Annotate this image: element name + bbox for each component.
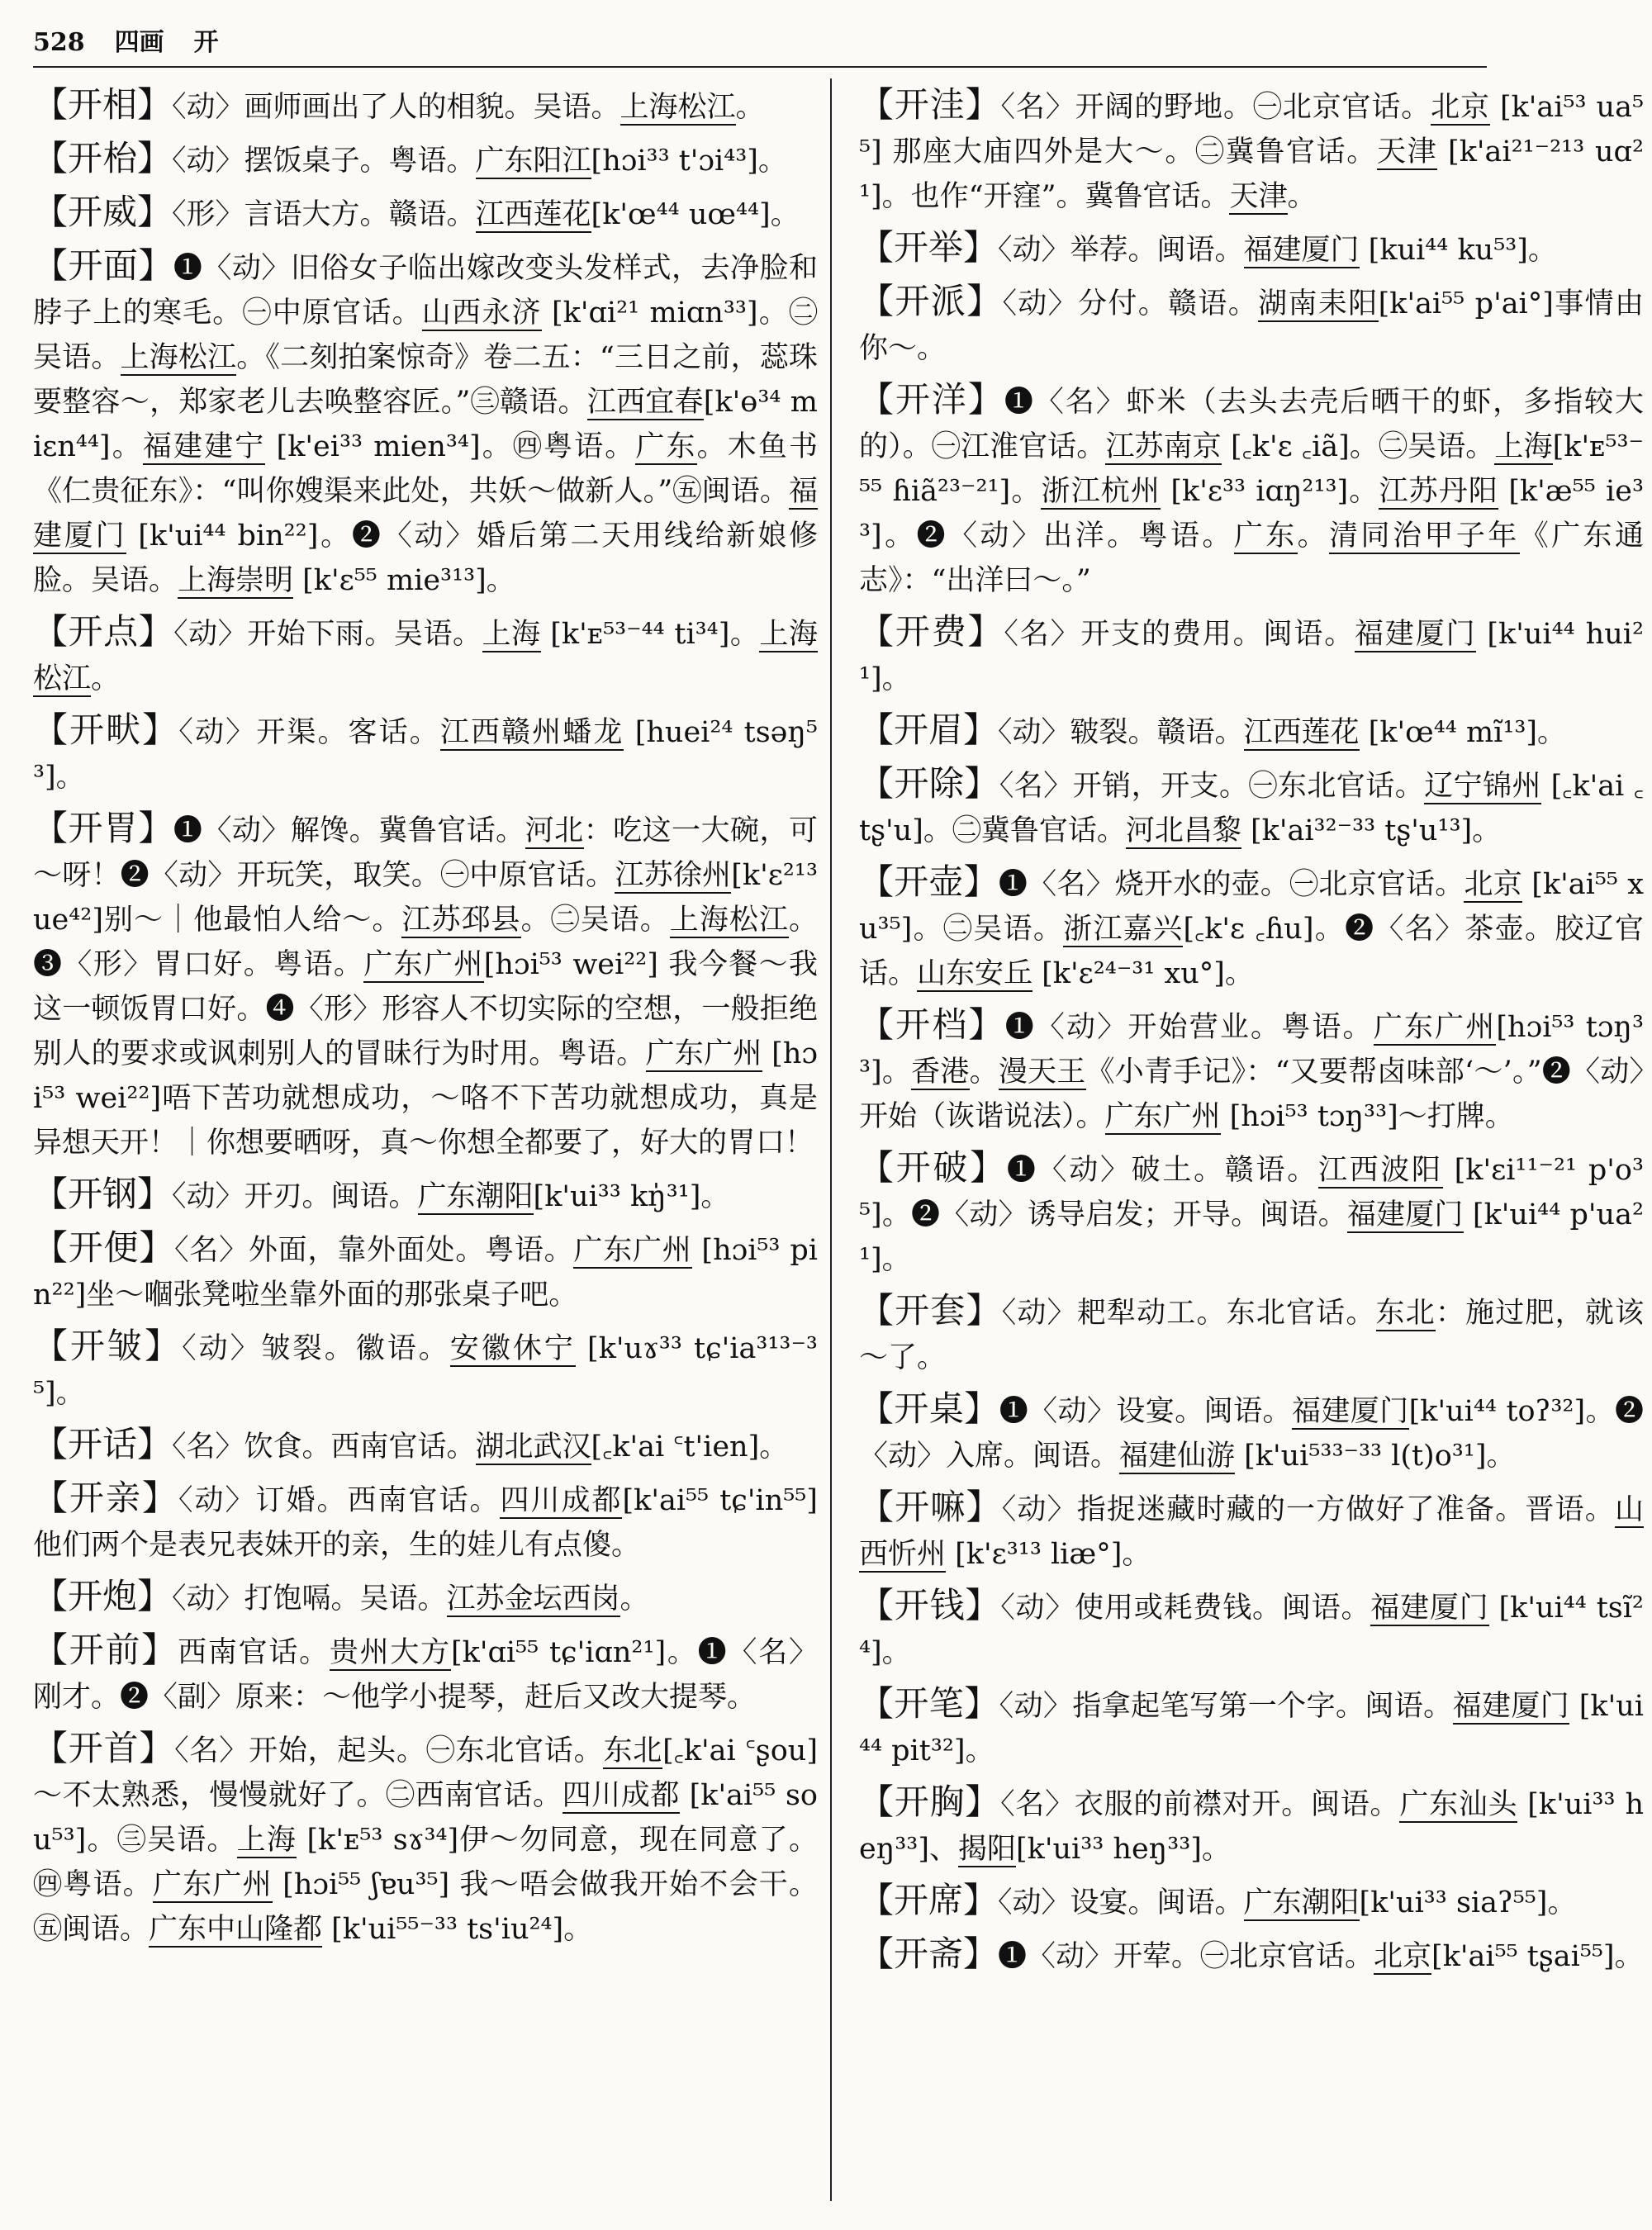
headword: 【开话】 <box>33 1424 173 1464</box>
headword: 【开除】 <box>859 763 999 804</box>
definition-text: 〈动〉画师画出了人的相貌。吴语。 <box>172 91 620 124</box>
definition-text: [꜀k'ɛ ꜀iã]。㊁吴语。 <box>1221 430 1495 463</box>
definition-text: 〈动〉皲裂。赣语。 <box>998 716 1244 749</box>
place-name: 香港 <box>911 1056 970 1089</box>
definition-text: 〈名〉开始，起头。㊀东北官话。 <box>174 1734 604 1767</box>
definition-text: [k'ɛi¹¹⁻²¹ p'o³⁵]。❷〈动〉诱导启发；开导。闽语。 <box>859 1154 1644 1231</box>
definition-text: [k'ui³³ heŋ³³]、 <box>859 1788 1644 1866</box>
place-name: 广东广州 <box>645 1037 762 1070</box>
definition-text: [k'ai⁵³ ua⁵⁵] 那座大庙四外是大～。㊁冀鲁官话。 <box>859 91 1644 168</box>
definition-text: [k'ui³³ kŋ̍³¹]。 <box>533 1180 730 1213</box>
left-column <box>33 83 818 2197</box>
place-name: 江西莲花 <box>475 198 591 231</box>
definition-text: 〈名〉开支的费用。闽语。 <box>1004 618 1355 651</box>
place-name: 广东中山隆都 <box>149 1913 323 1946</box>
definition-text: ❶〈动〉开荤。㊀北京官话。 <box>998 1940 1374 1973</box>
headword: 【开皱】 <box>33 1326 183 1366</box>
place-name: 天津 <box>1376 135 1438 168</box>
headword: 【开席】 <box>859 1880 999 1920</box>
place-name: 湖北武汉 <box>475 1431 591 1464</box>
definition-text: 〈动〉设宴。闽语。 <box>998 1886 1244 1919</box>
definition-text: [k'ui⁴⁴ tsĩ²⁴]。 <box>859 1592 1644 1669</box>
definition-text: 。 <box>91 662 121 695</box>
headword: 【开举】 <box>859 227 999 268</box>
headword: 【开眉】 <box>859 709 999 750</box>
place-name: 上海 <box>236 1824 297 1857</box>
dictionary-entry <box>33 244 818 603</box>
page-number: 528 <box>33 28 85 57</box>
definition-text: 。木鱼书《仁贵征东》：“叫你嫂渠来此处，共妖～做新人。”㊄闽语。 <box>33 430 818 508</box>
header-rule <box>33 66 1487 68</box>
place-name: 广东 <box>1233 520 1298 553</box>
place-name: 北京 <box>1431 91 1490 124</box>
dictionary-entry <box>859 1387 1644 1478</box>
headword: 【开胃】 <box>33 808 173 848</box>
place-name: 广东广州 <box>1104 1100 1221 1133</box>
definition-text: [k'ɵ³⁴ miɛn⁴⁴]。 <box>33 386 818 463</box>
definition-text: [k'ai²¹⁻²¹³ uɑ²¹]。也作“开窪”。冀鲁官话。 <box>859 135 1644 213</box>
place-name: 漫天王 <box>998 1056 1086 1089</box>
dictionary-entry <box>859 762 1644 853</box>
place-name: 福建厦门 <box>1370 1592 1489 1625</box>
headword: 【开威】 <box>33 192 173 232</box>
headword: 【开枱】 <box>33 138 173 178</box>
definition-text: 。㊁吴语。 <box>520 904 670 937</box>
definition-text: ❶〈动〉设宴。闽语。 <box>999 1395 1292 1428</box>
definition-text: 西南官话。 <box>178 1636 330 1669</box>
dictionary-entry <box>859 83 1644 219</box>
dictionary-entry <box>859 1583 1644 1675</box>
headword: 【开首】 <box>33 1728 175 1768</box>
definition-text: [k'ɑi⁵⁵ tɕ'iɑn²¹]。❶〈名〉刚才。❷〈副〉原来：～他学小提琴，赶后又改大提琴。 <box>33 1636 818 1714</box>
definition-text: ❶〈动〉解馋。冀鲁官话。 <box>173 814 525 847</box>
place-name: 湖南耒阳 <box>1258 287 1379 320</box>
headword: 【开嘛】 <box>859 1487 1002 1527</box>
place-name: 江苏南京 <box>1105 430 1222 463</box>
definition-text: [k'ɛ⁵⁵ mie³¹³]。 <box>293 564 515 597</box>
headword: 【开畎】 <box>33 709 179 750</box>
definition-text: 〈动〉打饱嗝。吴语。 <box>172 1582 447 1616</box>
dictionary-entry <box>859 610 1644 701</box>
definition-text: [k'æ⁵⁵ ie³³]。❷〈动〉出洋。粤语。 <box>859 475 1644 553</box>
place-name: 江西赣州蟠龙 <box>439 716 624 749</box>
definition-text: 〈动〉订婚。西南官话。 <box>178 1484 501 1517</box>
definition-text: ❶〈名〉烧开水的壶。㊀北京官话。 <box>998 868 1464 901</box>
place-name: 上海松江 <box>33 618 818 695</box>
headword: 【开面】 <box>33 245 173 286</box>
definition-text: 。 <box>620 1582 649 1616</box>
definition-text: ❶〈名〉虾米（去头去壳后晒干的虾，多指较大的）。㊀江淮官话。 <box>859 386 1644 463</box>
place-name: 东北 <box>603 1734 663 1767</box>
definition-text: 〈动〉开始下雨。吴语。 <box>173 618 482 651</box>
place-name: 浙江嘉兴 <box>1063 913 1184 946</box>
dictionary-entry <box>859 1146 1644 1282</box>
definition-text: [k'ɛ²⁴⁻³¹ xu°]。 <box>1032 957 1254 990</box>
headword: 【开派】 <box>859 281 1003 321</box>
definition-text: [hɔi⁵³ tɔŋ³³]。 <box>859 1011 1644 1089</box>
place-name: 广东潮阳 <box>1243 1886 1360 1919</box>
place-name: 福建厦门 <box>33 475 818 553</box>
definition-text: [꜀k'ai ꜂ʂou] ～不太熟悉，慢慢就好了。㊁西南官话。 <box>33 1734 818 1812</box>
dictionary-entry <box>33 1476 818 1568</box>
definition-text: 〈名〉开阔的野地。㊀北京官话。 <box>1000 91 1431 124</box>
dictionary-entry <box>859 860 1644 996</box>
definition-text: 〈名〉开销，开支。㊀东北官话。 <box>999 770 1425 803</box>
definition-text: 《小青手记》：“又要帮卤味部‘～’。”❷〈动〉开始（诙谐说法）。 <box>859 1056 1644 1133</box>
place-name: 上海松江 <box>669 904 789 937</box>
dictionary-entry <box>33 1172 818 1219</box>
dictionary-entry <box>859 1682 1644 1773</box>
headword: 【开相】 <box>33 84 173 125</box>
place-name: 北京 <box>1374 1940 1432 1973</box>
definition-text: [k'ui³³ siaʔ⁵⁵]。 <box>1359 1886 1577 1919</box>
dictionary-entry <box>33 610 818 701</box>
definition-text: [k'uɤ³³ tɕ'ia³¹³⁻³⁵]。 <box>33 1332 818 1410</box>
headword: 【开费】 <box>859 611 1004 652</box>
definition-text: [k'œ⁴⁴ uœ⁴⁴]。 <box>591 198 800 231</box>
definition-text: [k'ui⁴⁴ pit³²]。 <box>859 1690 1644 1767</box>
place-name: 四川成都 <box>500 1484 623 1517</box>
definition-text: [k'ui⁵³³⁻³³ l(t)o³¹]。 <box>1235 1440 1516 1473</box>
headword: 【开亲】 <box>33 1478 178 1518</box>
definition-text: 〈动〉指捉迷藏时藏的一方做好了准备。晋语。 <box>1001 1493 1615 1526</box>
place-name: 广东广州 <box>1373 1011 1497 1044</box>
dictionary-entry <box>33 136 818 183</box>
place-name: 江苏丹阳 <box>1379 475 1499 508</box>
definition-text: 。 <box>1297 520 1330 553</box>
dictionary-entry <box>33 806 818 1165</box>
definition-text: [k'ai³²⁻³³ tʂ'u¹³]。 <box>1241 814 1502 847</box>
stroke-section: 四画 <box>114 28 164 57</box>
place-name: 上海 <box>1494 430 1553 463</box>
place-name: 福建仙游 <box>1119 1440 1236 1473</box>
dictionary-entry <box>33 1628 818 1720</box>
definition-text: 〈动〉分付。赣语。 <box>1002 287 1259 320</box>
place-name: 山西永济 <box>421 297 542 330</box>
definition-text: [k'ui⁴⁴ bin²²]。❷〈动〉婚后第二天用线给新娘修脸。吴语。 <box>33 520 818 597</box>
definition-text: 〈动〉举荐。闽语。 <box>998 234 1244 267</box>
header-character: 开 <box>193 28 219 57</box>
definition-text: [hɔi⁵³ tɔŋ³³]～打牌。 <box>1220 1100 1514 1133</box>
headword: 【开桌】 <box>859 1388 999 1429</box>
place-name: 江苏金坛西岗 <box>446 1582 620 1616</box>
place-name: 上海 <box>482 618 541 651</box>
definition-text: [hɔi³³ t'ɔi⁴³]。 <box>591 145 787 178</box>
headword: 【开套】 <box>859 1290 1002 1331</box>
definition-text: [꜀k'ai ꜂t'ien]。 <box>591 1431 789 1464</box>
headword: 【开便】 <box>33 1227 175 1268</box>
dictionary-entry <box>859 1288 1644 1380</box>
page-header <box>33 21 1495 63</box>
dictionary-entry <box>859 1003 1644 1139</box>
place-name: 上海松江 <box>120 341 237 374</box>
place-name: 北京 <box>1464 868 1522 901</box>
dictionary-entry <box>859 225 1644 273</box>
place-name: 贵州大方 <box>329 1636 451 1669</box>
definition-text: [k'ai⁵⁵ sou⁵³]。㊂吴语。 <box>33 1779 818 1857</box>
place-name: 山东安丘 <box>917 957 1033 990</box>
dictionary-entry <box>33 708 818 799</box>
place-name: 广东汕头 <box>1399 1788 1518 1821</box>
place-name: 福建厦门 <box>1291 1395 1409 1428</box>
place-name: 江苏徐州 <box>615 859 732 892</box>
definition-text: [k'ɛ³³ iɑŋ²¹³]。 <box>1161 475 1379 508</box>
definition-text: [k'ᴇ⁵³⁻⁴⁴ ti³⁴]。 <box>540 618 760 651</box>
definition-text: [꜀k'ɛ ꜀ɦu]。❷〈名〉茶壶。胶辽官话。 <box>859 913 1644 990</box>
place-name: 广东广州 <box>152 1868 273 1901</box>
place-name: 广东阳江 <box>475 145 591 178</box>
definition-text: 〈名〉饮食。西南官话。 <box>172 1431 476 1464</box>
place-name: 揭阳 <box>957 1833 1016 1866</box>
definition-text: 〈动〉皱裂。徽语。 <box>182 1332 450 1365</box>
dictionary-entry <box>33 1726 818 1952</box>
definition-text: [k'œ⁴⁴ mĩ¹³]。 <box>1359 716 1567 749</box>
place-name: 江苏邳县 <box>401 904 521 937</box>
definition-text: [k'ui⁴⁴ p'ua²¹]。 <box>859 1198 1644 1276</box>
dictionary-entry <box>859 377 1644 603</box>
dictionary-entry <box>859 1878 1644 1925</box>
place-name: 河北昌黎 <box>1125 814 1241 847</box>
headword: 【开笔】 <box>859 1683 999 1724</box>
definition-text: 。 <box>969 1056 999 1089</box>
headword: 【开斋】 <box>859 1933 999 1974</box>
definition-text: [k'ei³³ mien³⁴]。㊃粤语。 <box>265 430 636 463</box>
dictionary-entry <box>33 1574 818 1621</box>
place-name: 四川成都 <box>562 1779 680 1812</box>
definition-text: ❶〈动〉开始营业。粤语。 <box>1004 1011 1374 1044</box>
dictionary-entry <box>33 190 818 237</box>
place-name: 东北 <box>1375 1297 1436 1330</box>
dictionary-entry <box>859 279 1644 371</box>
place-name: 广东广州 <box>363 948 484 981</box>
definition-text: [k'ui⁵⁵⁻³³ ts'iu²⁴]。 <box>322 1913 593 1946</box>
definition-text: [hɔi⁵³ wei²²]唔下苦功就想成功，～咯不下苦功就想成功，真是异想天开！｜你想要晒呀，真～你想全都要了，好大的胃口！ <box>33 1037 818 1160</box>
place-name: 江西波阳 <box>1317 1154 1443 1187</box>
definition-text: [k'ui⁴⁴ toʔ³²]。❷〈动〉入席。闽语。 <box>859 1395 1644 1473</box>
place-name: 浙江杭州 <box>1041 475 1161 508</box>
place-name: 江西莲花 <box>1243 716 1360 749</box>
place-name: 广东 <box>635 430 697 463</box>
place-name: 天津 <box>1229 180 1288 213</box>
definition-text: [k'ai⁵⁵ tʂai⁵⁵]。 <box>1431 1940 1644 1973</box>
definition-text: ：施过肥，就该～了。 <box>859 1297 1644 1374</box>
definition-text: [k'ɛ³¹³ liæ°]。 <box>946 1538 1151 1571</box>
place-name: 福建厦门 <box>1452 1690 1570 1723</box>
definition-text: 。 <box>735 91 765 124</box>
definition-text: ❶〈动〉旧俗女子临出嫁改变头发样式，去净脸和脖子上的寒毛。㊀中原官话。 <box>33 252 818 330</box>
definition-text: [k'ɑi²¹ miɑn³³]。㊁吴语。 <box>33 297 818 374</box>
dictionary-entry <box>33 1226 818 1317</box>
dictionary-entry <box>33 83 818 130</box>
definition-text: 〈动〉指拿起笔写第一个字。闽语。 <box>999 1690 1453 1723</box>
place-name: 广东广州 <box>573 1234 692 1267</box>
place-name: 福建建宁 <box>142 430 266 463</box>
definition-text: [k'ᴇ⁵³ sɤ³⁴]伊～勿同意，现在同意了。㊃粤语。 <box>33 1824 818 1901</box>
place-name: 福建厦门 <box>1355 618 1477 651</box>
place-name: 上海松江 <box>620 91 736 124</box>
definition-text: ❶〈动〉破土。赣语。 <box>1006 1154 1318 1187</box>
definition-text: [k'ui⁴⁴ hui²¹]。 <box>859 618 1644 695</box>
definition-text: [hɔi⁵³ wei²²] 我今餐～我这一顿饭胃口好。❹〈形〉形容人不切实际的空想，一般拒绝别人的要求或讽刺别人的冒昧行为时用。粤语。 <box>33 948 818 1070</box>
headword: 【开洼】 <box>859 84 1001 125</box>
definition-text: [hɔi⁵⁵ ʃɐu³⁵] 我～唔会做我开始不会干。㊄闽语。 <box>33 1868 818 1946</box>
definition-text: [huei²⁴ tsəŋ⁵³]。 <box>33 716 818 794</box>
definition-text: [k'ɛ²¹³ ue⁴²]别～｜他最怕人给～。 <box>33 859 818 937</box>
definition-text: 〈动〉开刃。闽语。 <box>172 1180 418 1213</box>
definition-text: [hɔi⁵³ pin²²]坐～嗰张凳啦坐靠外面的那张桌子吧。 <box>33 1234 818 1312</box>
dictionary-entry <box>859 708 1644 755</box>
definition-text: 《广东通志》：“出洋曰～。” <box>859 520 1644 597</box>
place-name: 上海崇明 <box>178 564 294 597</box>
definition-text: ：吃这一大碗，可～呀！❷〈动〉开玩笑，取笑。㊀中原官话。 <box>33 814 818 892</box>
headword: 【开壶】 <box>859 861 999 902</box>
definition-text: [꜀k'ai ꜀tʂ'u]。㊁冀鲁官话。 <box>859 770 1644 847</box>
definition-text: [k'ᴇ⁵³⁻⁵⁵ ɦiã²³⁻²¹]。 <box>859 430 1644 508</box>
place-name: 辽宁锦州 <box>1424 770 1542 803</box>
dictionary-entry <box>33 1422 818 1469</box>
definition-text: 〈动〉使用或耗费钱。闽语。 <box>1000 1592 1371 1625</box>
place-name: 河北 <box>525 814 584 847</box>
place-name: 安徽休宁 <box>449 1332 576 1365</box>
headword: 【开钢】 <box>33 1174 173 1214</box>
definition-text: 〈名〉外面，靠外面处。粤语。 <box>174 1234 574 1267</box>
headword: 【开前】 <box>33 1630 178 1670</box>
place-name: 江西宜春 <box>586 386 704 419</box>
dictionary-entry <box>859 1932 1644 1979</box>
definition-text: 〈动〉开渠。客话。 <box>178 716 440 749</box>
definition-text: 。❸〈形〉胃口好。粤语。 <box>33 904 818 981</box>
place-name: 福建厦门 <box>1346 1198 1464 1231</box>
definition-text: [k'ai⁵⁵ tɕ'in⁵⁵] 他们两个是表兄表妹开的亲，生的娃儿有点傻。 <box>33 1484 818 1562</box>
right-column <box>859 83 1644 2197</box>
definition-text: 。 <box>1287 180 1317 213</box>
dictionary-entry <box>33 1324 818 1416</box>
headword: 【开档】 <box>859 1004 1005 1045</box>
definition-text: 〈动〉摆饭桌子。粤语。 <box>172 145 476 178</box>
place-name: 清同治甲子年 <box>1329 520 1520 553</box>
place-name: 福建厦门 <box>1243 234 1360 267</box>
headword: 【开胸】 <box>859 1782 1001 1822</box>
column-divider <box>830 78 832 2201</box>
definition-text: 。《二刻拍案惊奇》卷二五：“三日之前，蕊珠要整容～，郑家老儿去唤整容匠。”㊂赣语。 <box>33 341 818 419</box>
headword: 【开炮】 <box>33 1576 173 1616</box>
dictionary-entry <box>859 1780 1644 1872</box>
headword: 【开点】 <box>33 611 174 652</box>
place-name: 山西忻州 <box>859 1493 1644 1571</box>
definition-text: 〈形〉言语大方。赣语。 <box>172 198 476 231</box>
headword: 【开洋】 <box>859 379 1004 420</box>
definition-text: [k'ai⁵⁵ xu³⁵]。㊁吴语。 <box>859 868 1644 946</box>
definition-text: 〈名〉衣服的前襟对开。闽语。 <box>1000 1788 1400 1821</box>
headword: 【开钱】 <box>859 1585 1001 1625</box>
definition-text: [k'ai⁵⁵ p'ai°]事情由你～。 <box>859 287 1644 365</box>
place-name: 广东潮阳 <box>417 1180 534 1213</box>
definition-text: [k'ui³³ heŋ³³]。 <box>1016 1833 1231 1866</box>
dictionary-entry <box>859 1485 1644 1577</box>
headword: 【开破】 <box>859 1147 1007 1188</box>
definition-text: [kui⁴⁴ ku⁵³]。 <box>1359 234 1557 267</box>
definition-text: 〈动〉耙犁动工。东北官话。 <box>1001 1297 1376 1330</box>
